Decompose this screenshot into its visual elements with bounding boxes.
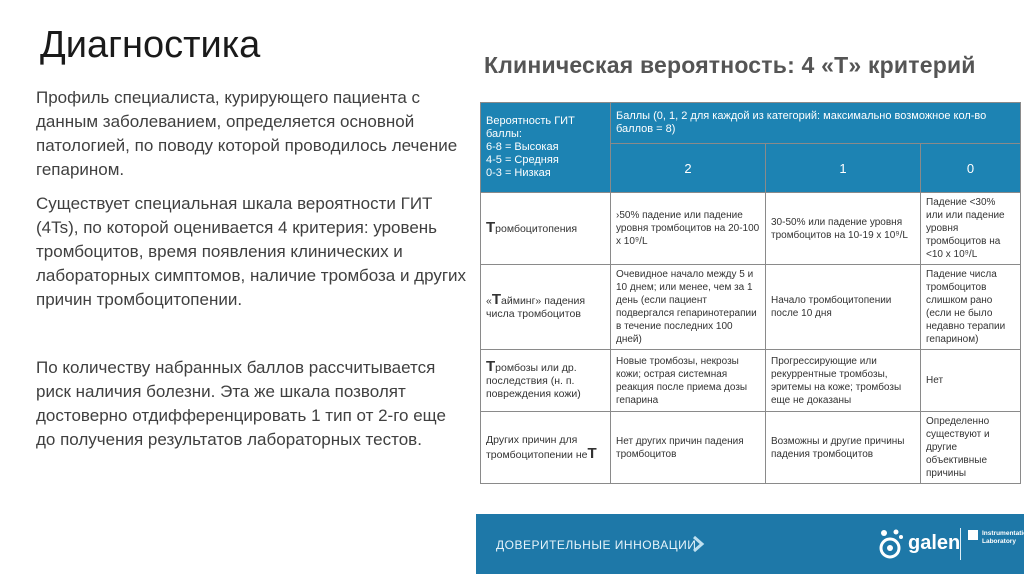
- cell-score-1: 30-50% или падение уровня тромбоцитов на 10-19 х 10⁹/L: [766, 193, 921, 265]
- cell-score-0: Определенно существуют и другие объективные причины: [921, 412, 1021, 484]
- lab-logo-icon: [968, 530, 978, 540]
- criterion-timing: «Тайминг» падения числа тромбоцитов: [481, 265, 611, 350]
- cell-score-0: Нет: [921, 350, 1021, 412]
- cell-score-0: Падение числа тромбоцитов слишком рано (если не было недавно терапии гепарином): [921, 265, 1021, 350]
- paragraph-specialist: Профиль специалиста, курирующего пациента с данным заболеванием, определяется основной патологией, по поводу которой проводилось лечение гепарином.: [36, 88, 458, 179]
- header-scores: Баллы (0, 1, 2 для каждой из категорий: максимально возможное кол-во баллов = 8): [611, 103, 1021, 144]
- cell-score-2: Очевидное начало между 5 и 10 днем; или менее, чем за 1 день (если пациент подвергался гепаринотерапии в течение последних 100 дней): [611, 265, 766, 350]
- score-col-1: 1: [766, 144, 921, 193]
- table-row: [481, 265, 1021, 350]
- cell-score-1: Возможны и другие причины падения тромбоцитов: [766, 412, 921, 484]
- criterion-other-causes: Других причин для тромбоцитопении неТ: [481, 412, 611, 484]
- chevron-right-icon: [688, 534, 708, 554]
- table-row: [481, 193, 1021, 265]
- cell-score-1: Прогрессирующие или рекуррентные тромбозы, эритемы на коже; тромбозы еще не доказаны: [766, 350, 921, 412]
- cell-score-2: ›50% падение или падение уровня тромбоцитов на 20-100 х 10⁹/L: [611, 193, 766, 265]
- paragraph-scale: Существует специальная шкала вероятности ГИТ (4Ts), по которой оценивается 4 критерия: уровень тромбоцитов, время появления клинических и лабораторных симптомов, наличие тромбоза и других причин тромбоцитопении.: [36, 194, 467, 309]
- criterion-thrombocytopenia: Тромбоцитопения: [481, 193, 611, 265]
- table-row: [481, 350, 1021, 412]
- cell-score-2: Новые тромбозы, некрозы кожи; острая системная реакция после приема дозы гепарина: [611, 350, 766, 412]
- slide-title: Диагностика: [40, 24, 261, 66]
- score-col-2: 2: [611, 144, 766, 193]
- cell-score-1: Начало тромбоцитопении после 10 дня: [766, 265, 921, 350]
- footer-tagline: ДОВЕРИТЕЛЬНЫЕ ИННОВАЦИИ: [496, 538, 697, 552]
- header-probability: Вероятность ГИТ баллы: 6-8 = Высокая 4-5 = Средняя 0-3 = Низкая: [481, 103, 611, 193]
- logo-divider: [960, 528, 961, 560]
- paragraph-risk: По количеству набранных баллов рассчитывается риск наличия болезни. Эта же шкала позволят достоверно отдифференцировать 1 тип от 2-го еще до получения результатов лабораторных тестов.: [36, 358, 446, 449]
- cell-score-2: Нет других причин падения тромбоцитов: [611, 412, 766, 484]
- left-text-block: [36, 86, 468, 462]
- cell-score-0: Падение <30% или или падение уровня тромбоцитов на <10 х 10⁹/L: [921, 193, 1021, 265]
- lab-logo-text: Instrumentation Laboratory: [982, 530, 1031, 545]
- criterion-thrombosis: Тромбозы или др. последствия (н. п. повреждения кожи): [481, 350, 611, 412]
- footer-banner: [476, 514, 1031, 574]
- score-col-0: 0: [921, 144, 1021, 193]
- table-title: Клиническая вероятность: 4 «Т» критерий: [484, 52, 976, 78]
- galen-logo-text: galen: [908, 532, 961, 554]
- table-row: [481, 412, 1021, 484]
- criteria-table: [480, 102, 1021, 484]
- galen-logo-icon: [876, 528, 906, 562]
